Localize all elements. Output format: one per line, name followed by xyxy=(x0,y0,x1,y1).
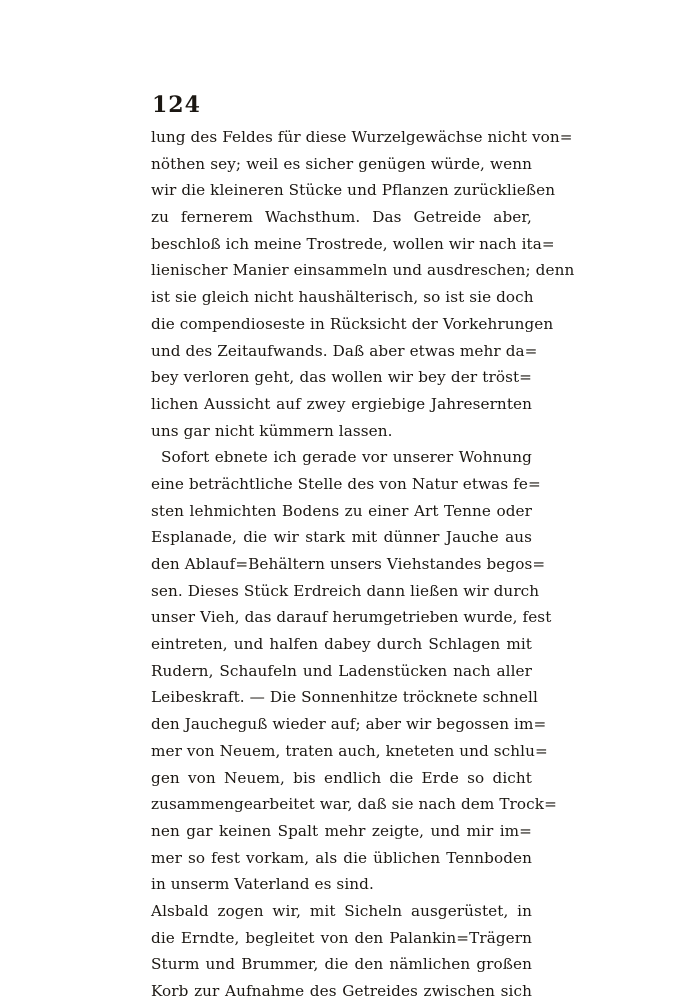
text-line: bey verloren geht, das wollen wir bey der tröst= xyxy=(151,368,532,387)
text-line: wir die kleineren Stücke und Pflanzen zurückließen xyxy=(151,181,556,200)
text-line: gen von Neuem, bis endlich die Erde so dicht xyxy=(151,768,532,787)
text-line: Esplanade, die wir stark mit dünner Jauche aus xyxy=(151,528,532,547)
text-line: lichen Aussicht auf zwey ergiebige Jahresernten xyxy=(151,394,532,413)
text-line: sten lehmichten Bodens zu einer Art Tenne oder xyxy=(151,501,532,520)
text-line: mer von Neuem, traten auch, kneteten und schlu= xyxy=(151,741,548,760)
text-line: Alsbald zogen wir, mit Sicheln ausgerüstet, in xyxy=(151,901,532,920)
page-number: 124 xyxy=(152,92,201,118)
text-line: unser Vieh, das darauf herumgetrieben wurde, fest xyxy=(151,608,552,627)
text-line: zu fernerem Wachsthum. Das Getreide aber, xyxy=(151,208,532,227)
text-line: und des Zeitaufwands. Daß aber etwas mehr da= xyxy=(151,341,538,360)
text-line: nen gar keinen Spalt mehr zeigte, und mir im= xyxy=(151,821,532,840)
text-line: in unserm Vaterland es sind. xyxy=(151,875,374,894)
body-text xyxy=(151,124,575,1005)
text-line: die Erndte, begleitet von den Palankin=Trägern xyxy=(151,928,532,947)
text-line: nöthen sey; weil es sicher genügen würde, wenn xyxy=(151,154,532,173)
text-line: ist sie gleich nicht haushälterisch, so ist sie doch xyxy=(151,288,534,307)
text-line: beschloß ich meine Trostrede, wollen wir nach ita= xyxy=(151,234,555,253)
text-line: den Ablauf=Behältern unsers Viehstandes begos= xyxy=(151,555,546,573)
text-line: mer so fest vorkam, als die üblichen Tennboden xyxy=(151,848,532,867)
text-line: eintreten, und halfen dabey durch Schlagen mit xyxy=(151,635,532,654)
text-line: Sofort ebnete ich gerade vor unserer Wohnung xyxy=(161,448,532,467)
text-line: eine beträchtliche Stelle des von Natur etwas fe= xyxy=(151,474,541,493)
text-line: zusammengearbeitet war, daß sie nach dem Trock= xyxy=(151,795,557,814)
text-line: Leibeskraft. — Die Sonnenhitze tröcknete schnell xyxy=(151,688,538,707)
text-line: lienischer Manier einsammeln und ausdreschen; denn xyxy=(151,261,575,280)
text-line: Rudern, Schaufeln und Ladenstücken nach aller xyxy=(151,661,532,680)
text-line: Korb zur Aufnahme des Getreides zwischen sich xyxy=(151,982,532,1000)
text-line: sen. Dieses Stück Erdreich dann ließen wir durch xyxy=(151,581,540,600)
text-line: lung des Feldes für diese Wurzelgewächse nicht von= xyxy=(151,128,573,146)
text-line: die compendioseste in Rücksicht der Vorkehrungen xyxy=(151,314,554,333)
text-line: Sturm und Brummer, die den nämlichen großen xyxy=(151,955,532,974)
text-line: den Jaucheguß wieder auf; aber wir begossen im= xyxy=(151,715,547,734)
text-line: uns gar nicht kümmern lassen. xyxy=(151,421,393,440)
